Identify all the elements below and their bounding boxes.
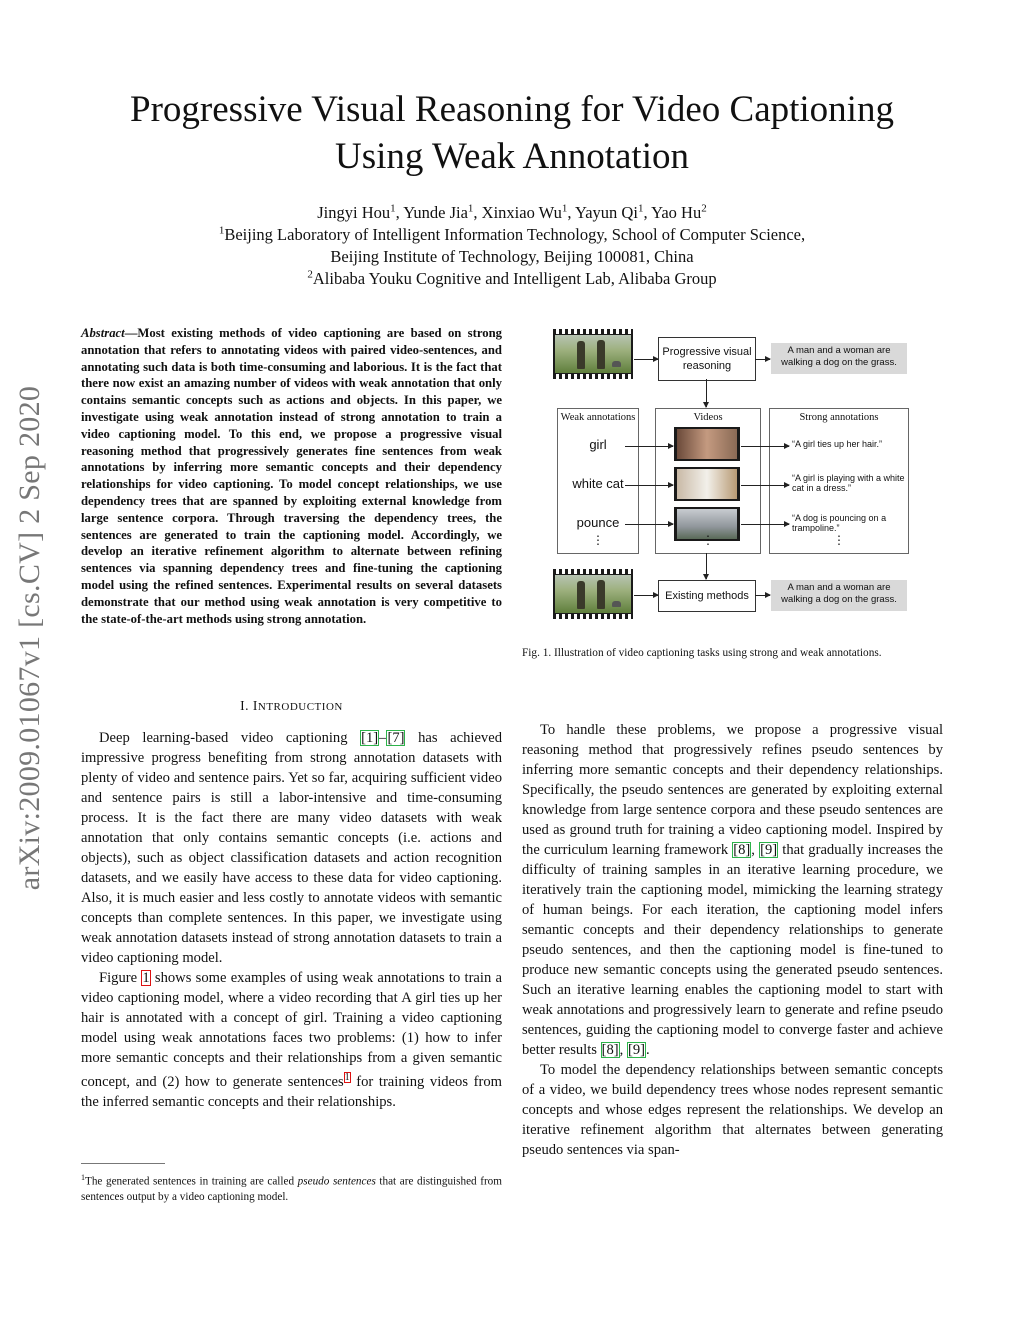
affil-sup: 1 [390,202,396,215]
intro-left-column [81,728,502,1112]
video-thumbnail [674,467,740,501]
affil-text: Alibaba Youku Cognitive and Intelligent Lab, Alibaba Group [312,269,717,288]
text-run: for training videos from the inferred semantic concepts and their relationships. [81,1073,502,1110]
affil-sup: 1 [637,202,644,215]
box-label: Progressive visual reasoning [662,346,752,372]
weak-label: girl [589,437,607,452]
weak-label: white cat [572,476,624,491]
citation-link[interactable]: [9] [627,1042,645,1058]
video-frame [555,335,631,373]
video-frame-cat [677,469,737,499]
arrow [634,595,658,596]
ellipsis: ⋮ [702,533,714,547]
arrow [741,446,789,447]
text-run: shows some examples of using weak annotations to train a video captioning model, where a video recording that A girl ties up her hair is annotated with a concept of girl. Training a video captioning model using weak annotations faces two problems: (1) how to infer more semantic concepts and their relationships from a given semantic concept, and (2) how to generate sentences [81,970,502,1090]
figure-link[interactable]: 1 [142,970,150,986]
section-smallcaps: NTRODUCTION [257,701,343,713]
affil-sup: 1 [218,224,225,237]
box-label: Existing methods [665,590,749,602]
author-list: Jingyi Hou$^1$, Yunde Jia$^1$, Xinxiao Wu$^1$, Yayun Qi$^1$, Yao Hu$^2$ [317,202,707,222]
title-line-2: Using Weak Annotation [335,136,689,177]
film-holes [553,329,633,334]
paragraph [81,968,502,1112]
paper-title [0,86,1024,180]
affiliation-1 [0,224,1024,246]
arrow [625,485,673,486]
figure-caption: Fig. 1. Illustration of video captioning tasks using strong and weak annotations. [522,647,882,659]
person-figure [597,340,605,369]
author-name: Jingyi Hou [317,203,391,222]
citation-link[interactable]: [8] [601,1042,619,1058]
strong-label: “A girl is playing with a white cat in a dress.” [792,473,905,493]
figure-1 [553,329,913,619]
video-thumbnail [674,427,740,461]
section-initial: I [252,698,258,713]
affil-sup: 2 [307,268,313,281]
footnote-link[interactable]: 1 [344,1072,350,1083]
footnote [81,1170,502,1205]
dog-figure [612,361,621,367]
text-run: . [645,1042,650,1058]
abstract-text: —Most existing methods of video captioning are based on strong annotation that refers to annotating videos with paired video-sentences, and annotating such data is both time-consuming and laborious. It is the fact that there now exist an amazing number of videos with weak annotation that only contains semantic concepts such as actions and objects. In this paper, we investigate using weak annotation instead of strong annotation to train a video captioning model. To this end, we propose a progressive visual reasoning method that progressively generates fine sentences from weak annotations by inferring more semantic concepts and their dependency relationships for video captioning. To model concept relationships, we use dependency trees that are spanned by exploiting external knowledge from large sentence corpora. Through traversing the dependency trees, the sentences are generated to train the captioning model. Accordingly, we develop an iterative refinement algorithm to alternate between refining sentences via spanning dependency trees and fine-tuning the captioning model using the refined sentences. Experimental results on several datasets demonstrate that our method using weak annotation is very competitive to the state-of-the-art methods using strong annotation. [81,326,502,626]
paragraph [522,720,943,1060]
strong-annotations-panel [769,408,909,554]
arrow-down [706,379,707,407]
arrow [625,446,673,447]
film-holes [553,569,633,574]
text-run: has achieved impressive progress benefiting from strong annotation datasets with plenty of video and sentence pairs. Yet so far, acquiring sufficient video and sentence pairs is still a labor-intensive and time-consuming process. It is the fact there are many video datasets with weak annotation that only contains semantic concepts (i.e. actions and objects), such as object classification datasets and action recognition datasets, and we easily have access to these data for video captioning. Also, it is much easier and less costly to annotate videos with semantic concepts than complete sentences. In this paper, we investigate using weak annotation datasets instead of strong annotation datasets to train a video captioning model. [81,730,502,966]
affiliation-2 [0,268,1024,290]
video-frame-girl [677,429,737,459]
author-block [0,202,1024,290]
generated-caption-bottom: A man and a woman are walking a dog on the grass. [771,580,907,611]
dog-figure [612,601,621,607]
intro-right-column [522,720,943,1160]
strong-label: “A girl ties up her hair.” [792,439,883,449]
footnote-rule [81,1163,165,1164]
text-run: The generated sentences in training are called [85,1175,298,1188]
affil-sup: 2 [701,202,707,215]
section-number: I. [240,698,250,713]
ellipsis: ⋮ [592,533,604,547]
author-name: Xinxiao Wu [481,203,562,222]
generated-caption-top: A man and a woman are walking a dog on the grass. [771,343,907,374]
paragraph [81,728,502,968]
citation-link[interactable]: [7] [387,730,405,746]
abstract [81,325,502,627]
arrow [625,524,673,525]
weak-annotations-panel [557,408,639,554]
panel-header: Videos [693,412,723,423]
paragraph: To model the dependency relationships between semantic concepts of a video, we build dependency trees whose nodes represent semantic concepts and whose edges represent the relationships. We develop an iterative refinement algorithm that alternates between generating pseudo sentences via span- [522,1062,943,1158]
ellipsis: ⋮ [833,533,845,547]
video-thumbnail-bottom [553,569,633,619]
affiliation-1-cont: Beijing Institute of Technology, Beijing 100081, China [330,247,694,266]
strong-label: “A dog is pouncing on a trampoline.” [792,513,887,533]
affil-sup: 1 [561,202,568,215]
text-run: Deep learning-based video captioning [99,730,361,746]
text-run: – [379,730,387,746]
arrow [634,359,658,360]
citation-link[interactable]: [1] [361,730,379,746]
video-frame [555,575,631,613]
section-heading-introduction [81,698,502,714]
film-holes [553,374,633,379]
text-run: that are distinguished from sentences output by a video captioning model. [81,1175,502,1203]
text-run: Figure [99,970,142,986]
arrow-down [706,553,707,579]
arrow [755,595,770,596]
emphasis: pseudo sentences [297,1175,376,1188]
footnote-mark: 1 [81,1173,85,1182]
author-name: Yunde Jia [403,203,468,222]
citation-link[interactable]: [9] [760,842,778,858]
abstract-lead: Abstract [81,326,125,340]
arrow [755,359,770,360]
text-run: , [619,1042,627,1058]
title-line-1: Progressive Visual Reasoning for Video Captioning [130,89,894,130]
film-holes [553,614,633,619]
panel-header: Weak annotations [560,412,636,423]
arxiv-stamp: arXiv:2009.01067v1 [cs.CV] 2 Sep 2020 [13,385,46,891]
affil-sup: 1 [467,202,474,215]
author-name: Yao Hu [651,203,702,222]
text-run: , [751,842,760,858]
existing-methods-box [658,580,756,612]
person-figure [597,580,605,609]
weak-label: pounce [576,515,620,530]
person-figure [577,341,585,369]
affil-text: Beijing Laboratory of Intelligent Information Technology, School of Computer Science, [224,225,806,244]
video-thumbnail-top [553,329,633,379]
panel-header: Strong annotations [799,412,879,423]
text-run: To handle these problems, we propose a progressive visual reasoning method that progressively refines pseudo sentences by inferring more semantic concepts and their dependency relationships. Specifically, the pseudo sentences are generated by exploiting external knowledge from large sentence corpora and these pseudo sentences are used as ground truth for training a video captioning model. Inspired by the curriculum learning framework [522,722,943,858]
citation-link[interactable]: [8] [733,842,751,858]
text-run: that gradually increases the difficulty of training samples in an iterative learning procedure, we iteratively train the captioning model, mimicking the learning strategy of human beings. For each iteration, the captioning model infers semantic concepts and their dependency relationships to generate pseudo sentences, and then the captioning model is fine-tuned to produce new semantic concepts using the generated pseudo sentences. Such an iterative learning enables the captioning model to start with weak annotations and progressively learn to generate and refine pseudo sentences, guiding the captioning model to converge faster and achieve better results [522,842,943,1058]
arrow [741,524,789,525]
person-figure [577,581,585,609]
progressive-reasoning-box [658,337,756,381]
arrow [741,485,789,486]
author-name: Yayun Qi [574,203,638,222]
videos-panel [655,408,761,554]
